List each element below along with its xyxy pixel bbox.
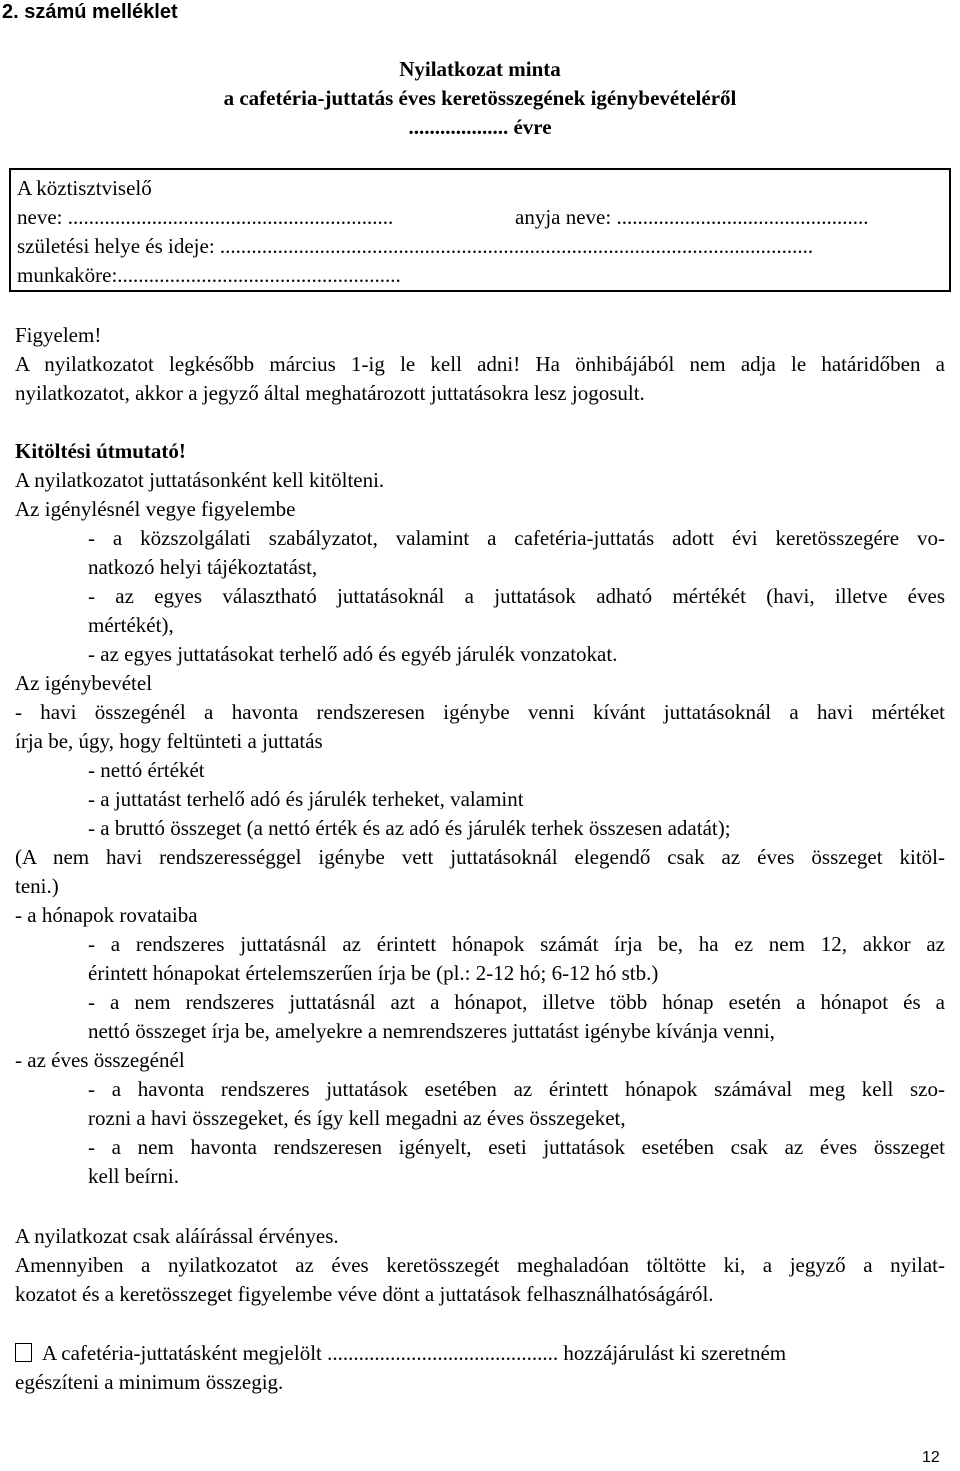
title-line-2: a cafetéria-juttatás éves keretösszegének igénybevételéről bbox=[223, 86, 737, 110]
guide-bullet: - az egyes juttatásokat terhelő adó és egyéb járulék vonzatokat. bbox=[88, 642, 618, 666]
claim-item: - nettó értékét bbox=[88, 758, 205, 782]
guide-line: A nyilatkozatot juttatásonként kell kitölteni. bbox=[15, 468, 385, 492]
annual-item: - a havonta rendszeres juttatások esetében az érintett hónapok számával meg kell szo- bbox=[88, 1077, 945, 1101]
validity-line: kozatot és a keretösszeget figyelembe véve dönt a juttatások felhasználhatóságáról. bbox=[15, 1282, 714, 1306]
guide-heading: Kitöltési útmutató! bbox=[15, 439, 186, 463]
option-checkbox[interactable] bbox=[15, 1343, 32, 1362]
claim-item: - a bruttó összeget (a nettó érték és az adó és járulék terhek összesen adatát); bbox=[88, 816, 731, 840]
validity-line: Amennyiben a nyilatkozatot az éves keretösszegét meghaladóan töltötte ki, a jegyző a nyilat- bbox=[15, 1253, 945, 1277]
employee-birth-field[interactable]: születési helye és ideje: ................................................................................................................. bbox=[17, 234, 814, 258]
document-title bbox=[0, 55, 960, 142]
validity-section bbox=[15, 1222, 945, 1309]
notice-heading: Figyelem! bbox=[15, 323, 102, 347]
months-item-cont: nettó összeget írja be, amelyekre a nemrendszeres juttatást igénybe kívánja venni, bbox=[88, 1019, 775, 1043]
claim-line: - havi összegénél a havonta rendszeresen igénybe venni kívánt juttatásoknál a havi mértéket bbox=[15, 700, 945, 724]
employee-job-field[interactable]: munkaköre:...................................................... bbox=[17, 263, 401, 287]
page-number: 12 bbox=[922, 1449, 940, 1466]
annual-heading: - az éves összegénél bbox=[15, 1048, 185, 1072]
option-line-cont: egészíteni a minimum összegig. bbox=[15, 1370, 284, 1394]
employee-info-box bbox=[9, 168, 951, 292]
notice-line: nyilatkozatot, akkor a jegyző által meghatározott juttatásokra lesz jogosult. bbox=[15, 381, 645, 405]
claim-line: (A nem havi rendszerességgel igénybe vett juttatásoknál elegendő csak az éves összeget kitöl- bbox=[15, 845, 945, 869]
title-line-1: Nyilatkozat minta bbox=[399, 57, 561, 81]
months-item-cont: érintett hónapokat értelemszerűen írja be (pl.: 2-12 hó; 6-12 hó stb.) bbox=[88, 961, 659, 985]
guide-bullet: - a közszolgálati szabályzatot, valamint a cafetéria-juttatás adott évi keretösszegére vo- bbox=[88, 526, 945, 550]
notice-section bbox=[15, 321, 945, 408]
option-text: A cafetéria-juttatásként megjelölt ............................................ hozzájárulást ki szeretném bbox=[42, 1341, 787, 1365]
validity-line: A nyilatkozat csak aláírással érvényes. bbox=[15, 1224, 339, 1248]
title-line-3: ................... évre bbox=[408, 115, 552, 139]
claim-line: teni.) bbox=[15, 874, 59, 898]
employee-heading: A köztisztviselő bbox=[17, 176, 152, 200]
notice-line: A nyilatkozatot legkésőbb március 1-ig le kell adni! Ha önhibájából nem adja le határidőben a bbox=[15, 352, 945, 376]
option-line bbox=[15, 1339, 945, 1368]
claim-heading: Az igénybevétel bbox=[15, 671, 153, 695]
employee-name-field[interactable]: neve: .............................................................. bbox=[17, 205, 394, 229]
guide-section bbox=[15, 437, 945, 1191]
months-item: - a nem rendszeres juttatásnál azt a hónapot, illetve több hónap esetén a hónapot és a bbox=[88, 990, 945, 1014]
claim-line: írja be, úgy, hogy feltünteti a juttatás bbox=[15, 729, 323, 753]
annual-item-cont: rozni a havi összegeket, és így kell megadni az éves összegeket, bbox=[88, 1106, 626, 1130]
employee-mother-name-field[interactable]: anyja neve: ................................................ bbox=[515, 205, 869, 229]
annual-item-cont: kell beírni. bbox=[88, 1164, 179, 1188]
annex-label: 2. számú melléklet bbox=[2, 1, 178, 23]
guide-bullet-cont: mértékét), bbox=[88, 613, 174, 637]
months-heading: - a hónapok rovataiba bbox=[15, 903, 198, 927]
months-item: - a rendszeres juttatásnál az érintett hónapok számát írja be, ha ez nem 12, akkor az bbox=[88, 932, 945, 956]
annual-item: - a nem havonta rendszeresen igényelt, eseti juttatások esetében csak az éves összeget bbox=[88, 1135, 945, 1159]
guide-bullet-cont: natkozó helyi tájékoztatást, bbox=[88, 555, 318, 579]
claim-item: - a juttatást terhelő adó és járulék terheket, valamint bbox=[88, 787, 524, 811]
guide-line: Az igénylésnél vegye figyelembe bbox=[15, 497, 296, 521]
guide-bullet: - az egyes választható juttatásoknál a juttatások adható mértékét (havi, illetve éves bbox=[88, 584, 945, 608]
option-section bbox=[15, 1339, 945, 1397]
